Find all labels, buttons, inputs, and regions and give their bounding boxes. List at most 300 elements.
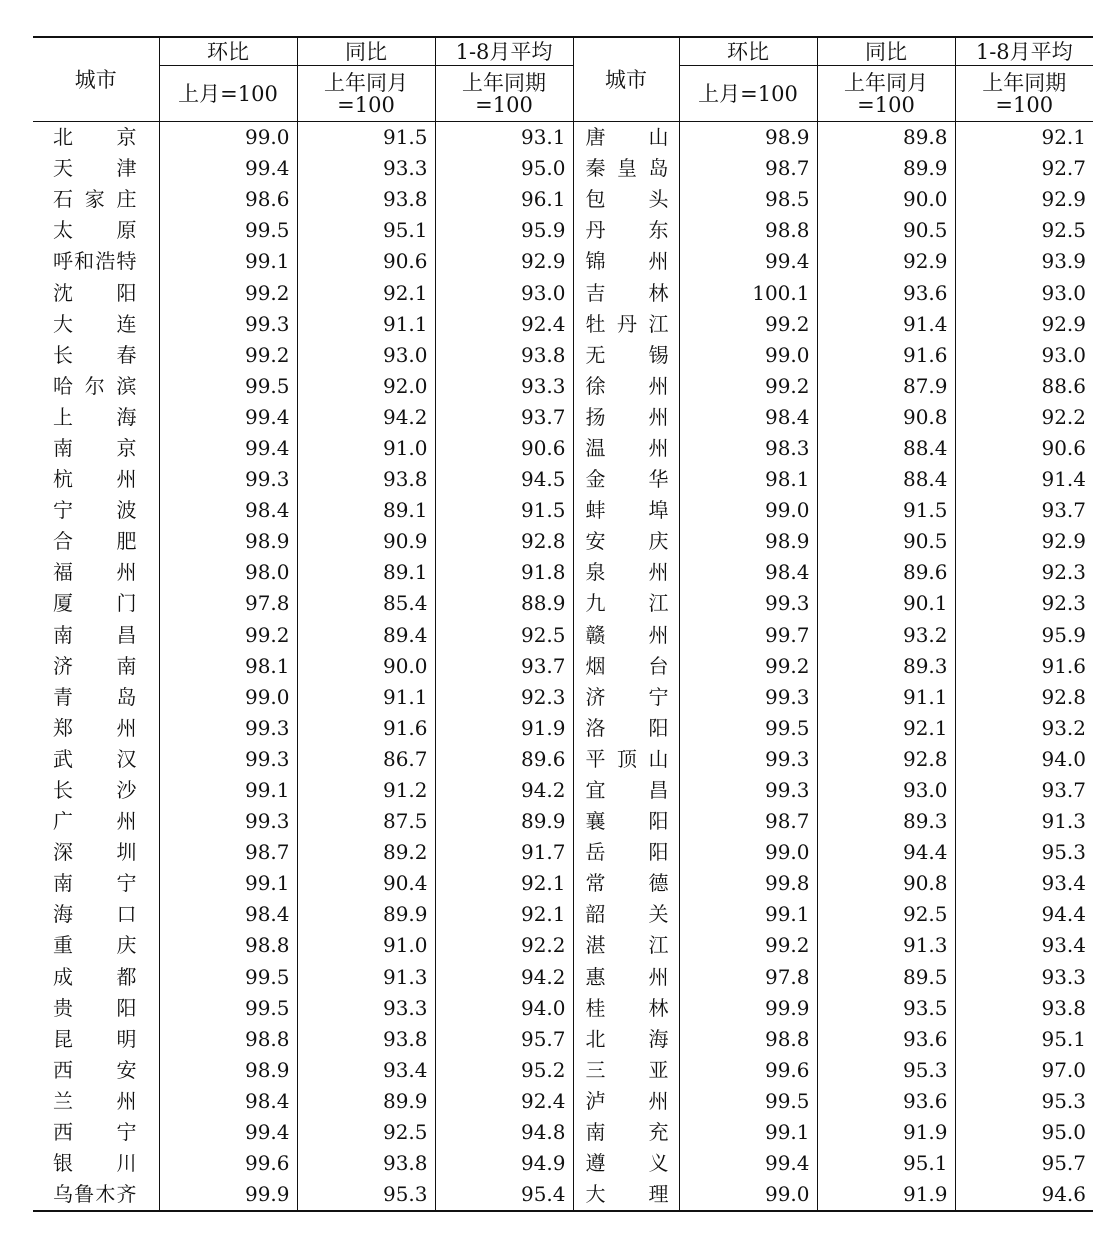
mom-cell-left: 99.4: [159, 1117, 297, 1148]
table-row: [33, 682, 1093, 713]
avg-cell-left: 88.9: [435, 588, 573, 619]
yoy-cell-right: 92.8: [817, 744, 955, 775]
yoy-cell-left: 95.1: [297, 215, 435, 246]
table-row: [33, 806, 1093, 837]
avg-cell-left: 92.1: [435, 868, 573, 899]
header-yoy-base-right: [817, 66, 955, 122]
yoy-cell-left: 91.3: [297, 962, 435, 993]
avg-cell-left: 89.6: [435, 744, 573, 775]
yoy-cell-right: 91.3: [817, 930, 955, 961]
header-yoy-base-left: [297, 66, 435, 122]
avg-cell-right: 94.0: [955, 744, 1093, 775]
avg-cell-right: 93.0: [955, 277, 1093, 308]
mom-cell-left: 99.3: [159, 464, 297, 495]
avg-cell-right: 93.0: [955, 340, 1093, 371]
mom-cell-left: 99.3: [159, 806, 297, 837]
city-cell-left: 昆明: [53, 1026, 137, 1051]
avg-cell-right: 93.4: [955, 930, 1093, 961]
avg-cell-left: 92.9: [435, 246, 573, 277]
city-cell-left: 上海: [53, 404, 137, 429]
table-row: [33, 1117, 1093, 1148]
yoy-cell-left: 90.6: [297, 246, 435, 277]
mom-cell-left: 99.6: [159, 1148, 297, 1179]
city-cell-left: 杭州: [53, 467, 137, 492]
price-index-table-container: [33, 36, 1093, 1212]
yoy-cell-right: 90.0: [817, 184, 955, 215]
city-cell-right: 大理: [573, 1179, 679, 1211]
avg-cell-right: 93.9: [955, 246, 1093, 277]
avg-cell-left: 93.3: [435, 371, 573, 402]
city-cell-left: 天津: [53, 156, 137, 181]
mom-cell-left: 99.5: [159, 962, 297, 993]
yoy-cell-right: 91.5: [817, 495, 955, 526]
city-cell-left: 大连: [53, 311, 137, 336]
mom-cell-right: 98.9: [679, 526, 817, 557]
yoy-cell-right: 93.2: [817, 620, 955, 651]
avg-cell-left: 95.2: [435, 1055, 573, 1086]
city-cell-right: 三亚: [573, 1055, 679, 1086]
mom-cell-right: 99.7: [679, 620, 817, 651]
table-row: [33, 620, 1093, 651]
yoy-cell-right: 91.1: [817, 682, 955, 713]
yoy-cell-left: 93.3: [297, 993, 435, 1024]
avg-cell-right: 91.3: [955, 806, 1093, 837]
yoy-cell-right: 89.6: [817, 557, 955, 588]
avg-cell-left: 94.9: [435, 1148, 573, 1179]
mom-cell-left: 99.2: [159, 277, 297, 308]
table-row: [33, 402, 1093, 433]
mom-cell-left: 99.4: [159, 402, 297, 433]
table-row: [33, 1148, 1093, 1179]
yoy-cell-left: 90.0: [297, 651, 435, 682]
yoy-cell-right: 90.8: [817, 402, 955, 433]
mom-cell-left: 98.1: [159, 651, 297, 682]
avg-cell-right: 93.4: [955, 868, 1093, 899]
mom-cell-right: 99.2: [679, 930, 817, 961]
mom-cell-right: 98.7: [679, 806, 817, 837]
mom-cell-right: 99.0: [679, 837, 817, 868]
avg-cell-left: 94.0: [435, 993, 573, 1024]
avg-cell-left: 92.2: [435, 930, 573, 961]
avg-cell-left: 93.0: [435, 277, 573, 308]
city-cell-left: 长沙: [53, 778, 137, 803]
avg-cell-right: 92.9: [955, 526, 1093, 557]
mom-cell-right: 98.8: [679, 215, 817, 246]
mom-cell-left: 98.8: [159, 1024, 297, 1055]
avg-cell-left: 94.5: [435, 464, 573, 495]
city-cell-left: 南宁: [53, 871, 137, 896]
avg-cell-right: 95.3: [955, 1086, 1093, 1117]
city-cell-left: 海口: [53, 902, 137, 927]
city-cell-left: 兰州: [53, 1088, 137, 1113]
mom-cell-right: 99.0: [679, 495, 817, 526]
header-yoy-right: 同比: [817, 37, 955, 66]
mom-cell-right: 98.5: [679, 184, 817, 215]
yoy-cell-left: 91.6: [297, 713, 435, 744]
avg-cell-left: 95.0: [435, 153, 573, 184]
table-row: [33, 277, 1093, 308]
mom-cell-right: 99.6: [679, 1055, 817, 1086]
mom-cell-left: 99.5: [159, 993, 297, 1024]
yoy-cell-left: 89.4: [297, 620, 435, 651]
yoy-cell-right: 90.5: [817, 526, 955, 557]
table-row: [33, 1179, 1093, 1211]
city-cell-left: 厦门: [53, 591, 137, 616]
avg-cell-right: 95.0: [955, 1117, 1093, 1148]
avg-cell-right: 88.6: [955, 371, 1093, 402]
avg-cell-right: 91.4: [955, 464, 1093, 495]
city-cell-left: 长春: [53, 342, 137, 367]
table-row: [33, 246, 1093, 277]
city-cell-left: 深圳: [53, 840, 137, 865]
header-avg-base-line2: =100: [475, 92, 533, 117]
city-cell-right: 赣州: [573, 620, 679, 651]
avg-cell-right: 94.4: [955, 899, 1093, 930]
avg-cell-right: 92.3: [955, 588, 1093, 619]
city-cell-left: 重庆: [53, 933, 137, 958]
avg-cell-right: 97.0: [955, 1055, 1093, 1086]
city-cell-right: 惠州: [573, 962, 679, 993]
mom-cell-right: 99.2: [679, 309, 817, 340]
yoy-cell-right: 95.1: [817, 1148, 955, 1179]
mom-cell-right: 99.3: [679, 775, 817, 806]
mom-cell-left: 99.2: [159, 620, 297, 651]
table-row: [33, 837, 1093, 868]
yoy-cell-left: 93.3: [297, 153, 435, 184]
mom-cell-left: 99.3: [159, 309, 297, 340]
avg-cell-left: 91.8: [435, 557, 573, 588]
table-row: [33, 1086, 1093, 1117]
yoy-cell-left: 93.8: [297, 1024, 435, 1055]
mom-cell-left: 99.2: [159, 340, 297, 371]
header-yoy-base-line1: 上年同月: [324, 70, 408, 95]
mom-cell-right: 99.3: [679, 744, 817, 775]
mom-cell-left: 98.0: [159, 557, 297, 588]
mom-cell-left: 99.5: [159, 215, 297, 246]
avg-cell-right: 90.6: [955, 433, 1093, 464]
avg-cell-right: 94.6: [955, 1179, 1093, 1211]
city-cell-left: 银川: [53, 1151, 137, 1176]
avg-cell-right: 95.1: [955, 1024, 1093, 1055]
city-cell-left: 宁波: [53, 498, 137, 523]
mom-cell-right: 100.1: [679, 277, 817, 308]
yoy-cell-right: 89.8: [817, 122, 955, 154]
city-cell-left: 北京: [53, 125, 137, 150]
city-cell-right: 韶关: [573, 899, 679, 930]
table-row: [33, 122, 1093, 154]
table-row: [33, 868, 1093, 899]
avg-cell-left: 91.7: [435, 837, 573, 868]
mom-cell-left: 99.1: [159, 775, 297, 806]
avg-cell-left: 91.9: [435, 713, 573, 744]
city-cell-right: 吉林: [573, 277, 679, 308]
city-cell-right: 湛江: [573, 930, 679, 961]
city-cell-right: 温州: [573, 433, 679, 464]
yoy-cell-left: 91.1: [297, 682, 435, 713]
avg-cell-left: 93.1: [435, 122, 573, 154]
yoy-cell-left: 93.8: [297, 1148, 435, 1179]
mom-cell-right: 98.9: [679, 122, 817, 154]
yoy-cell-right: 93.6: [817, 1024, 955, 1055]
table-row: [33, 309, 1093, 340]
avg-cell-right: 93.8: [955, 993, 1093, 1024]
city-cell-left: 乌鲁木齐: [53, 1182, 137, 1207]
mom-cell-left: 98.4: [159, 899, 297, 930]
avg-cell-left: 93.8: [435, 340, 573, 371]
mom-cell-left: 99.1: [159, 868, 297, 899]
yoy-cell-left: 89.2: [297, 837, 435, 868]
city-cell-right: 安庆: [573, 526, 679, 557]
table-row: [33, 930, 1093, 961]
yoy-cell-right: 91.6: [817, 340, 955, 371]
avg-cell-left: 90.6: [435, 433, 573, 464]
avg-cell-right: 92.9: [955, 309, 1093, 340]
yoy-cell-left: 89.9: [297, 899, 435, 930]
avg-cell-left: 93.7: [435, 402, 573, 433]
yoy-cell-left: 85.4: [297, 588, 435, 619]
yoy-cell-left: 91.5: [297, 122, 435, 154]
city-cell-left: 贵阳: [53, 995, 137, 1020]
table-row: [33, 993, 1093, 1024]
yoy-cell-left: 86.7: [297, 744, 435, 775]
mom-cell-right: 99.2: [679, 371, 817, 402]
mom-cell-right: 98.3: [679, 433, 817, 464]
yoy-cell-left: 94.2: [297, 402, 435, 433]
city-cell-left: 济南: [53, 653, 137, 678]
avg-cell-left: 93.7: [435, 651, 573, 682]
yoy-cell-right: 89.5: [817, 962, 955, 993]
price-index-table: [33, 36, 1093, 1212]
yoy-cell-right: 87.9: [817, 371, 955, 402]
mom-cell-left: 98.6: [159, 184, 297, 215]
avg-cell-left: 92.4: [435, 1086, 573, 1117]
header-yoy-base-line1: 上年同月: [844, 70, 928, 95]
mom-cell-left: 98.9: [159, 1055, 297, 1086]
city-cell-right: 金华: [573, 464, 679, 495]
table-row: [33, 651, 1093, 682]
city-cell-left: 沈阳: [53, 280, 137, 305]
city-cell-left: 福州: [53, 560, 137, 585]
avg-cell-right: 92.3: [955, 557, 1093, 588]
avg-cell-right: 92.8: [955, 682, 1093, 713]
header-avg-base-line1: 上年同期: [462, 70, 546, 95]
header-avg-base-line2: =100: [995, 92, 1054, 117]
table-row: [33, 962, 1093, 993]
city-cell-right: 无锡: [573, 340, 679, 371]
table-row: [33, 371, 1093, 402]
yoy-cell-left: 91.0: [297, 930, 435, 961]
header-avg-left: 1-8月平均: [435, 37, 573, 66]
table-row: [33, 744, 1093, 775]
avg-cell-left: 94.2: [435, 775, 573, 806]
yoy-cell-left: 91.0: [297, 433, 435, 464]
avg-cell-right: 93.2: [955, 713, 1093, 744]
city-cell-right: 九江: [573, 588, 679, 619]
header-yoy-base-line2: =100: [337, 92, 395, 117]
city-cell-left: 呼和浩特: [53, 249, 137, 274]
city-cell-right: 扬州: [573, 402, 679, 433]
mom-cell-right: 97.8: [679, 962, 817, 993]
yoy-cell-right: 91.9: [817, 1117, 955, 1148]
city-cell-left: 青岛: [53, 684, 137, 709]
mom-cell-left: 99.0: [159, 682, 297, 713]
yoy-cell-right: 91.9: [817, 1179, 955, 1211]
mom-cell-right: 99.4: [679, 246, 817, 277]
yoy-cell-right: 92.1: [817, 713, 955, 744]
header-yoy-base-line2: =100: [857, 92, 915, 117]
city-cell-right: 北海: [573, 1024, 679, 1055]
city-cell-right: 秦皇岛: [573, 153, 679, 184]
table-row: [33, 340, 1093, 371]
mom-cell-left: 98.4: [159, 495, 297, 526]
table-row: [33, 526, 1093, 557]
yoy-cell-right: 91.4: [817, 309, 955, 340]
yoy-cell-right: 94.4: [817, 837, 955, 868]
avg-cell-right: 95.3: [955, 837, 1093, 868]
yoy-cell-left: 95.3: [297, 1179, 435, 1211]
mom-cell-right: 99.0: [679, 1179, 817, 1211]
table-row: [33, 215, 1093, 246]
city-cell-right: 丹东: [573, 215, 679, 246]
yoy-cell-left: 90.9: [297, 526, 435, 557]
mom-cell-left: 98.9: [159, 526, 297, 557]
avg-cell-right: 93.3: [955, 962, 1093, 993]
yoy-cell-left: 92.5: [297, 1117, 435, 1148]
city-cell-right: 徐州: [573, 371, 679, 402]
header-avg-right: 1-8月平均: [955, 37, 1093, 66]
yoy-cell-left: 92.0: [297, 371, 435, 402]
header-mom-left: 环比: [159, 37, 297, 66]
avg-cell-left: 91.5: [435, 495, 573, 526]
header-avg-base-left: [435, 66, 573, 122]
avg-cell-left: 92.8: [435, 526, 573, 557]
avg-cell-right: 92.7: [955, 153, 1093, 184]
header-city-right: 城市: [573, 37, 679, 122]
mom-cell-left: 97.8: [159, 588, 297, 619]
yoy-cell-right: 92.9: [817, 246, 955, 277]
mom-cell-left: 99.1: [159, 246, 297, 277]
avg-cell-left: 95.7: [435, 1024, 573, 1055]
mom-cell-right: 99.2: [679, 651, 817, 682]
yoy-cell-right: 93.6: [817, 1086, 955, 1117]
avg-cell-right: 95.7: [955, 1148, 1093, 1179]
avg-cell-left: 92.3: [435, 682, 573, 713]
header-city-left: 城市: [33, 37, 159, 122]
mom-cell-left: 99.4: [159, 153, 297, 184]
header-mom-base-right: 上月=100: [679, 66, 817, 122]
yoy-cell-right: 92.5: [817, 899, 955, 930]
city-cell-left: 合肥: [53, 529, 137, 554]
table-body: [33, 122, 1093, 1212]
yoy-cell-left: 93.0: [297, 340, 435, 371]
city-cell-right: 常德: [573, 868, 679, 899]
mom-cell-left: 98.8: [159, 930, 297, 961]
yoy-cell-right: 88.4: [817, 464, 955, 495]
mom-cell-right: 98.8: [679, 1024, 817, 1055]
city-cell-right: 平顶山: [573, 744, 679, 775]
city-cell-right: 南充: [573, 1117, 679, 1148]
avg-cell-left: 94.2: [435, 962, 573, 993]
city-cell-left: 南昌: [53, 622, 137, 647]
city-cell-right: 包头: [573, 184, 679, 215]
mom-cell-right: 99.5: [679, 713, 817, 744]
avg-cell-left: 95.9: [435, 215, 573, 246]
city-cell-left: 南京: [53, 435, 137, 460]
yoy-cell-left: 93.4: [297, 1055, 435, 1086]
city-cell-right: 桂林: [573, 993, 679, 1024]
header-avg-base-line1: 上年同期: [982, 70, 1067, 95]
mom-cell-left: 98.4: [159, 1086, 297, 1117]
table-row: [33, 775, 1093, 806]
yoy-cell-left: 89.1: [297, 557, 435, 588]
table-row: [33, 899, 1093, 930]
mom-cell-right: 99.5: [679, 1086, 817, 1117]
table-row: [33, 495, 1093, 526]
city-cell-left: 哈尔滨: [53, 373, 137, 398]
city-cell-right: 襄阳: [573, 806, 679, 837]
table-row: [33, 433, 1093, 464]
city-cell-right: 宜昌: [573, 775, 679, 806]
city-cell-left: 西宁: [53, 1120, 137, 1145]
yoy-cell-right: 89.9: [817, 153, 955, 184]
table-row: [33, 464, 1093, 495]
header-yoy-left: 同比: [297, 37, 435, 66]
mom-cell-left: 98.7: [159, 837, 297, 868]
yoy-cell-right: 95.3: [817, 1055, 955, 1086]
yoy-cell-right: 89.3: [817, 806, 955, 837]
header-avg-base-right: [955, 66, 1093, 122]
mom-cell-left: 99.4: [159, 433, 297, 464]
mom-cell-right: 99.3: [679, 588, 817, 619]
mom-cell-right: 99.1: [679, 1117, 817, 1148]
yoy-cell-left: 89.9: [297, 1086, 435, 1117]
avg-cell-right: 92.5: [955, 215, 1093, 246]
yoy-cell-right: 88.4: [817, 433, 955, 464]
avg-cell-right: 95.9: [955, 620, 1093, 651]
city-cell-left: 石家庄: [53, 187, 137, 212]
yoy-cell-right: 93.6: [817, 277, 955, 308]
avg-cell-left: 92.1: [435, 899, 573, 930]
avg-cell-right: 93.7: [955, 495, 1093, 526]
yoy-cell-left: 89.1: [297, 495, 435, 526]
city-cell-right: 洛阳: [573, 713, 679, 744]
yoy-cell-right: 90.1: [817, 588, 955, 619]
mom-cell-right: 99.1: [679, 899, 817, 930]
header-mom-base-left: 上月=100: [159, 66, 297, 122]
mom-cell-right: 98.7: [679, 153, 817, 184]
city-cell-right: 烟台: [573, 651, 679, 682]
mom-cell-left: 99.3: [159, 713, 297, 744]
mom-cell-left: 99.9: [159, 1179, 297, 1211]
city-cell-left: 太原: [53, 218, 137, 243]
avg-cell-left: 92.5: [435, 620, 573, 651]
city-cell-right: 济宁: [573, 682, 679, 713]
yoy-cell-right: 93.5: [817, 993, 955, 1024]
yoy-cell-right: 93.0: [817, 775, 955, 806]
city-cell-left: 郑州: [53, 715, 137, 740]
avg-cell-left: 96.1: [435, 184, 573, 215]
header-mom-right: 环比: [679, 37, 817, 66]
yoy-cell-left: 91.1: [297, 309, 435, 340]
avg-cell-right: 91.6: [955, 651, 1093, 682]
mom-cell-right: 99.8: [679, 868, 817, 899]
table-row: [33, 1055, 1093, 1086]
mom-cell-right: 98.4: [679, 402, 817, 433]
table-row: [33, 153, 1093, 184]
city-cell-right: 泸州: [573, 1086, 679, 1117]
yoy-cell-left: 91.2: [297, 775, 435, 806]
avg-cell-left: 89.9: [435, 806, 573, 837]
